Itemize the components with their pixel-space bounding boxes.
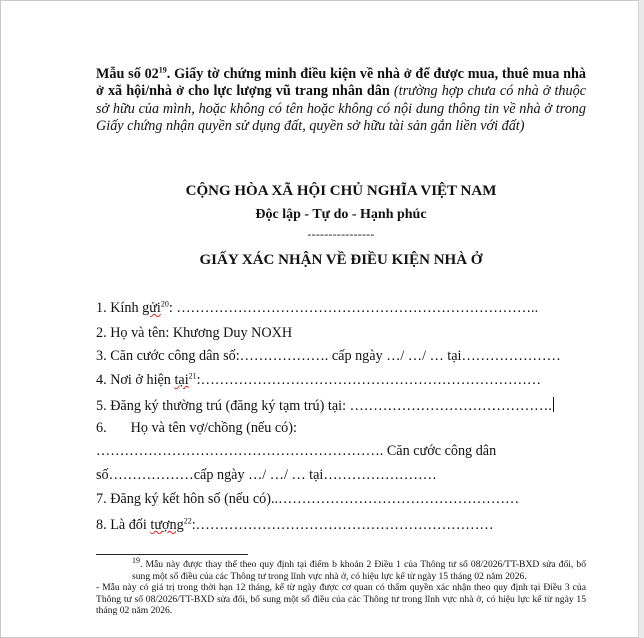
footnote-separator xyxy=(96,554,248,555)
country-name: CỘNG HÒA XÃ HỘI CHỦ NGHĨA VIỆT NAM xyxy=(185,183,497,199)
field-full-name[interactable]: 2. Họ và tên: Khương Duy NOXH xyxy=(96,325,293,341)
field-current-residence[interactable]: 4. Nơi ở hiện tại$^{21}$:……………………………………………………………… xyxy=(96,372,542,388)
footnotes xyxy=(96,555,586,617)
form-title-bold: . Giấy tờ chứng minh điều kiện về nhà ở để được mua, thuê mua nhà ở xã hội/nhà ở cho lực lượng vũ trang nhân dân xyxy=(96,66,586,100)
field-id-card[interactable]: 3. Căn cước công dân số:………………. cấp ngày …/ …/ … tại………………… xyxy=(96,348,561,364)
form-title-italic: (trường hợp chưa có nhà ở thuộc sở hữu của mình, hoặc không có tên hoặc không có nội dung thông tin về nhà ở trong Giấy chứng nhận quyền sử dụng đất, quyền sở hữu tài sản gắn liền với đất) xyxy=(96,83,586,135)
field-registered-residence[interactable]: 5. Đăng ký thường trú (đăng ký tạm trú) tại: ……………………………………. xyxy=(96,398,552,414)
form-number: Mẫu số $02^{19}$. Giấy tờ chứng minh điều kiện về nhà ở để được mua, thuê mua nhà ở xã hội/nhà ở cho lực lượng vũ trang nhân dân xyxy=(96,65,586,100)
document-title: GIẤY XÁC NHẬN VỀ ĐIỀU KIỆN NHÀ Ở xyxy=(199,252,483,268)
form-header xyxy=(96,66,586,136)
vertical-scrollbar[interactable] xyxy=(638,0,644,638)
footnote-ref-20[interactable]: 20 xyxy=(160,300,169,309)
field-recipient[interactable]: 1. Kính gửi$^{20}$: ………………………………………………………………….. xyxy=(96,300,539,316)
footnote-ref-21[interactable]: 21 xyxy=(188,372,197,381)
motto-divider: ---------------- xyxy=(307,227,375,241)
footnote-ref-22[interactable]: 22 xyxy=(183,517,192,526)
field-spouse-id-issue[interactable]: số………………cấp ngày …/ …/ … tại…………………… xyxy=(96,467,437,483)
text-cursor xyxy=(553,397,554,412)
footnote-ref-19[interactable]: 19 xyxy=(158,65,167,75)
spellcheck-word: gửi xyxy=(142,300,161,316)
field-marriage-registration[interactable]: 7. Đăng ký kết hôn số (nếu có)..…………………………………………… xyxy=(96,491,520,507)
footnote-validity-note: - Mẫu này có giá trị trong thời hạn 12 tháng, kể từ ngày được cơ quan có thẩm quyền xác nhận theo quy định tại Điều 3 của Thông tư số 08/2026/TT-BXD sửa đổi, bổ sung một số điều của các Thông tư trong lĩnh vực nhà ở, có hiệu lực kể từ ngày 15 tháng 02 năm 2026. xyxy=(96,582,586,617)
spellcheck-word: tượng xyxy=(150,517,184,533)
field-beneficiary-type[interactable]: 8. Là đối tượng$^{22}$:……………………………………………………… xyxy=(96,517,494,533)
field-spouse-id-line[interactable]: ……………………………………………………. Căn cước công dân xyxy=(96,443,497,459)
footnote-19: $^{19}$. Mẫu này được thay thế theo quy định tại điểm b khoản 2 Điều 1 của Thông tư số 08/2026/TT-BXD sửa đổi, bổ sung một số điều của các Thông tư trong lĩnh vực nhà ở, có hiệu lực kể từ ngày 15 tháng 02 năm 2026. xyxy=(132,555,586,582)
field-spouse-name[interactable]: 6. Họ và tên vợ/chồng (nếu có): xyxy=(96,420,297,436)
spellcheck-word: tại xyxy=(174,372,189,388)
national-motto: Độc lập - Tự do - Hạnh phúc xyxy=(255,207,427,222)
